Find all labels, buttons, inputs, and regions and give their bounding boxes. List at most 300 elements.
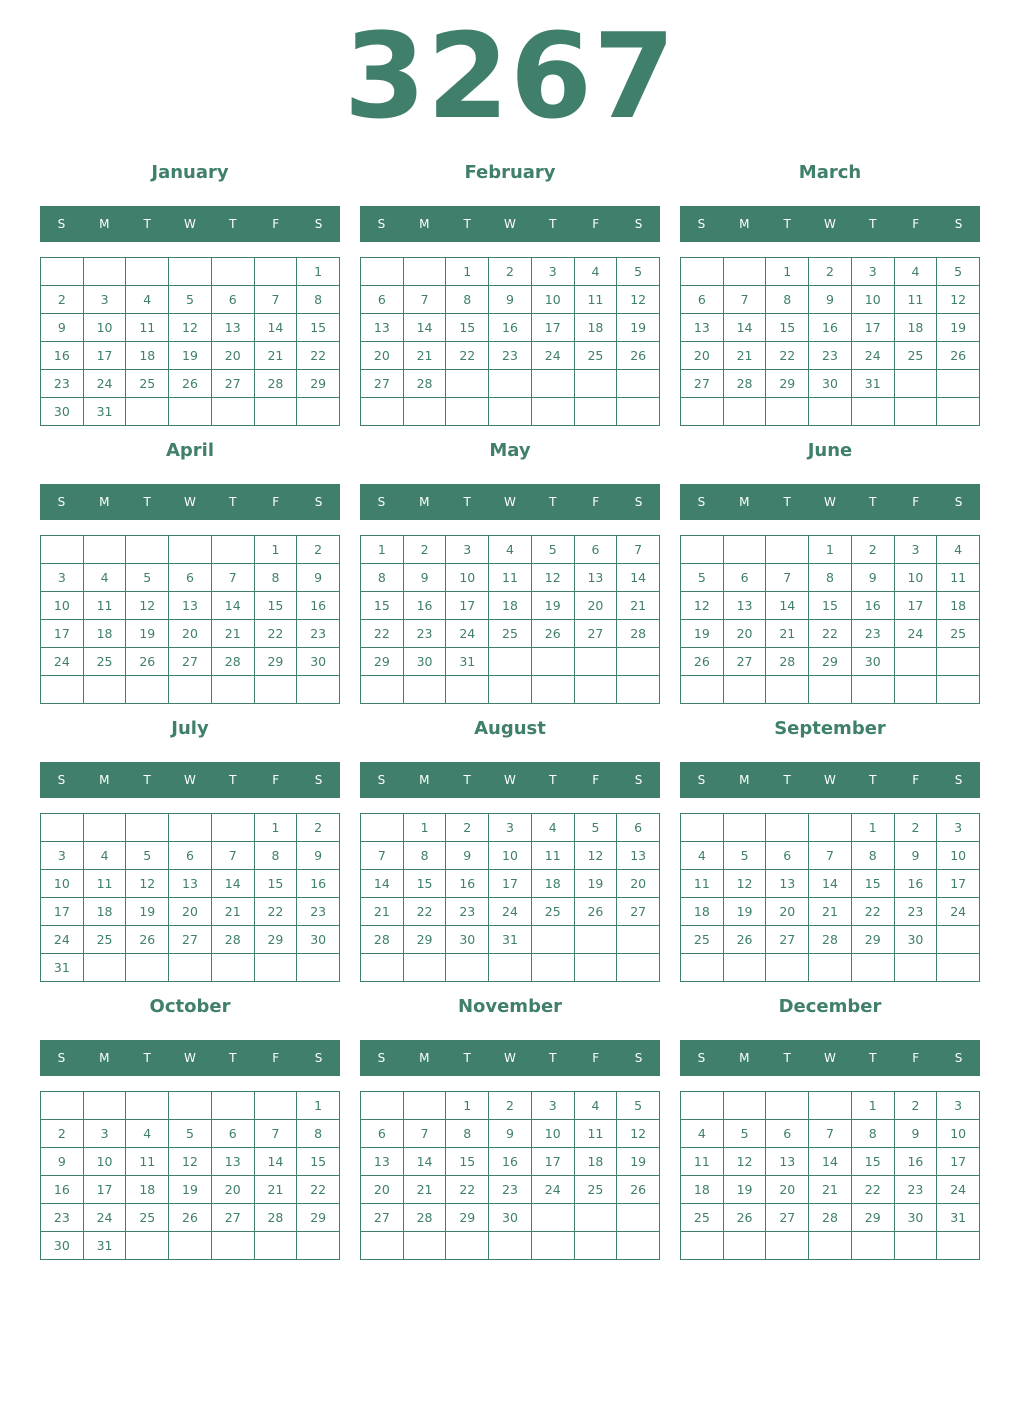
day-cell[interactable]: 4	[681, 1120, 724, 1148]
day-cell[interactable]: 5	[169, 286, 212, 314]
day-cell[interactable]: 4	[937, 536, 980, 564]
day-cell[interactable]: 7	[361, 842, 404, 870]
day-cell[interactable]: 3	[446, 536, 489, 564]
day-cell[interactable]: 10	[532, 1120, 575, 1148]
day-cell[interactable]: 24	[937, 898, 980, 926]
day-cell[interactable]: 24	[41, 648, 84, 676]
day-cell[interactable]: 15	[297, 314, 340, 342]
day-cell[interactable]: 9	[41, 1148, 84, 1176]
day-cell[interactable]: 19	[681, 620, 724, 648]
day-cell[interactable]: 3	[41, 842, 84, 870]
day-cell[interactable]: 9	[489, 1120, 532, 1148]
day-cell[interactable]: 6	[681, 286, 724, 314]
day-cell[interactable]: 10	[937, 842, 980, 870]
day-cell[interactable]: 22	[446, 342, 489, 370]
day-cell[interactable]: 12	[575, 842, 618, 870]
day-cell[interactable]: 6	[766, 842, 809, 870]
day-cell[interactable]: 1	[852, 1092, 895, 1120]
day-cell[interactable]: 22	[297, 342, 340, 370]
day-cell[interactable]: 1	[446, 258, 489, 286]
day-cell[interactable]: 12	[617, 1120, 660, 1148]
day-cell[interactable]: 24	[84, 370, 127, 398]
day-cell[interactable]: 6	[169, 564, 212, 592]
day-cell[interactable]: 30	[297, 926, 340, 954]
day-cell[interactable]: 28	[255, 1204, 298, 1232]
day-cell[interactable]: 8	[361, 564, 404, 592]
day-cell[interactable]: 30	[809, 370, 852, 398]
day-cell[interactable]: 4	[84, 564, 127, 592]
day-cell[interactable]: 9	[489, 286, 532, 314]
day-cell[interactable]: 5	[617, 258, 660, 286]
day-cell[interactable]: 18	[84, 620, 127, 648]
day-cell[interactable]: 9	[297, 842, 340, 870]
day-cell[interactable]: 13	[212, 1148, 255, 1176]
day-cell[interactable]: 9	[895, 842, 938, 870]
day-cell[interactable]: 12	[937, 286, 980, 314]
day-cell[interactable]: 14	[212, 870, 255, 898]
day-cell[interactable]: 11	[489, 564, 532, 592]
day-cell[interactable]: 24	[84, 1204, 127, 1232]
day-cell[interactable]: 10	[84, 314, 127, 342]
day-cell[interactable]: 1	[361, 536, 404, 564]
day-cell[interactable]: 26	[617, 342, 660, 370]
day-cell[interactable]: 17	[532, 314, 575, 342]
day-cell[interactable]: 3	[937, 814, 980, 842]
day-cell[interactable]: 14	[766, 592, 809, 620]
day-cell[interactable]: 12	[681, 592, 724, 620]
day-cell[interactable]: 25	[575, 342, 618, 370]
day-cell[interactable]: 16	[895, 1148, 938, 1176]
day-cell[interactable]: 18	[895, 314, 938, 342]
day-cell[interactable]: 23	[852, 620, 895, 648]
day-cell[interactable]: 19	[724, 1176, 767, 1204]
day-cell[interactable]: 15	[404, 870, 447, 898]
day-cell[interactable]: 23	[895, 898, 938, 926]
day-cell[interactable]: 27	[681, 370, 724, 398]
day-cell[interactable]: 19	[617, 1148, 660, 1176]
day-cell[interactable]: 5	[681, 564, 724, 592]
day-cell[interactable]: 9	[41, 314, 84, 342]
day-cell[interactable]: 4	[681, 842, 724, 870]
day-cell[interactable]: 13	[361, 1148, 404, 1176]
day-cell[interactable]: 20	[361, 1176, 404, 1204]
day-cell[interactable]: 30	[489, 1204, 532, 1232]
day-cell[interactable]: 10	[937, 1120, 980, 1148]
day-cell[interactable]: 8	[255, 842, 298, 870]
day-cell[interactable]: 12	[169, 1148, 212, 1176]
day-cell[interactable]: 20	[169, 898, 212, 926]
day-cell[interactable]: 10	[41, 870, 84, 898]
day-cell[interactable]: 19	[532, 592, 575, 620]
day-cell[interactable]: 21	[255, 342, 298, 370]
day-cell[interactable]: 25	[895, 342, 938, 370]
day-cell[interactable]: 22	[361, 620, 404, 648]
day-cell[interactable]: 18	[681, 898, 724, 926]
day-cell[interactable]: 23	[297, 620, 340, 648]
day-cell[interactable]: 30	[895, 926, 938, 954]
day-cell[interactable]: 4	[489, 536, 532, 564]
day-cell[interactable]: 26	[126, 648, 169, 676]
day-cell[interactable]: 1	[297, 1092, 340, 1120]
day-cell[interactable]: 30	[297, 648, 340, 676]
day-cell[interactable]: 11	[126, 1148, 169, 1176]
day-cell[interactable]: 12	[724, 870, 767, 898]
day-cell[interactable]: 8	[852, 1120, 895, 1148]
day-cell[interactable]: 3	[895, 536, 938, 564]
day-cell[interactable]: 27	[766, 926, 809, 954]
day-cell[interactable]: 7	[255, 286, 298, 314]
day-cell[interactable]: 26	[724, 1204, 767, 1232]
day-cell[interactable]: 1	[297, 258, 340, 286]
day-cell[interactable]: 21	[766, 620, 809, 648]
day-cell[interactable]: 28	[404, 1204, 447, 1232]
day-cell[interactable]: 16	[297, 870, 340, 898]
day-cell[interactable]: 21	[255, 1176, 298, 1204]
day-cell[interactable]: 8	[297, 1120, 340, 1148]
day-cell[interactable]: 15	[446, 314, 489, 342]
day-cell[interactable]: 15	[446, 1148, 489, 1176]
day-cell[interactable]: 11	[126, 314, 169, 342]
day-cell[interactable]: 7	[766, 564, 809, 592]
day-cell[interactable]: 17	[41, 898, 84, 926]
day-cell[interactable]: 27	[617, 898, 660, 926]
day-cell[interactable]: 13	[169, 592, 212, 620]
day-cell[interactable]: 24	[852, 342, 895, 370]
day-cell[interactable]: 4	[126, 1120, 169, 1148]
day-cell[interactable]: 1	[852, 814, 895, 842]
day-cell[interactable]: 22	[446, 1176, 489, 1204]
day-cell[interactable]: 17	[895, 592, 938, 620]
day-cell[interactable]: 29	[766, 370, 809, 398]
day-cell[interactable]: 5	[724, 842, 767, 870]
day-cell[interactable]: 26	[937, 342, 980, 370]
day-cell[interactable]: 27	[169, 648, 212, 676]
day-cell[interactable]: 6	[617, 814, 660, 842]
day-cell[interactable]: 2	[489, 1092, 532, 1120]
day-cell[interactable]: 22	[404, 898, 447, 926]
day-cell[interactable]: 21	[724, 342, 767, 370]
day-cell[interactable]: 14	[809, 870, 852, 898]
day-cell[interactable]: 14	[255, 1148, 298, 1176]
day-cell[interactable]: 10	[532, 286, 575, 314]
day-cell[interactable]: 7	[404, 1120, 447, 1148]
day-cell[interactable]: 14	[255, 314, 298, 342]
day-cell[interactable]: 16	[404, 592, 447, 620]
day-cell[interactable]: 25	[575, 1176, 618, 1204]
day-cell[interactable]: 25	[489, 620, 532, 648]
day-cell[interactable]: 9	[446, 842, 489, 870]
day-cell[interactable]: 30	[895, 1204, 938, 1232]
day-cell[interactable]: 2	[297, 536, 340, 564]
day-cell[interactable]: 9	[809, 286, 852, 314]
day-cell[interactable]: 1	[255, 814, 298, 842]
day-cell[interactable]: 29	[361, 648, 404, 676]
day-cell[interactable]: 11	[532, 842, 575, 870]
day-cell[interactable]: 26	[126, 926, 169, 954]
day-cell[interactable]: 11	[681, 1148, 724, 1176]
day-cell[interactable]: 5	[169, 1120, 212, 1148]
day-cell[interactable]: 19	[126, 620, 169, 648]
day-cell[interactable]: 28	[809, 1204, 852, 1232]
day-cell[interactable]: 2	[809, 258, 852, 286]
day-cell[interactable]: 6	[361, 1120, 404, 1148]
day-cell[interactable]: 22	[255, 898, 298, 926]
day-cell[interactable]: 2	[895, 814, 938, 842]
day-cell[interactable]: 28	[809, 926, 852, 954]
day-cell[interactable]: 8	[255, 564, 298, 592]
day-cell[interactable]: 29	[255, 926, 298, 954]
day-cell[interactable]: 3	[937, 1092, 980, 1120]
day-cell[interactable]: 19	[169, 1176, 212, 1204]
day-cell[interactable]: 30	[852, 648, 895, 676]
day-cell[interactable]: 17	[84, 1176, 127, 1204]
day-cell[interactable]: 10	[41, 592, 84, 620]
day-cell[interactable]: 14	[724, 314, 767, 342]
day-cell[interactable]: 12	[126, 592, 169, 620]
day-cell[interactable]: 23	[446, 898, 489, 926]
day-cell[interactable]: 18	[126, 1176, 169, 1204]
day-cell[interactable]: 24	[489, 898, 532, 926]
day-cell[interactable]: 23	[41, 370, 84, 398]
day-cell[interactable]: 29	[297, 1204, 340, 1232]
day-cell[interactable]: 18	[126, 342, 169, 370]
day-cell[interactable]: 3	[84, 1120, 127, 1148]
day-cell[interactable]: 6	[575, 536, 618, 564]
day-cell[interactable]: 22	[809, 620, 852, 648]
day-cell[interactable]: 7	[212, 564, 255, 592]
day-cell[interactable]: 15	[809, 592, 852, 620]
day-cell[interactable]: 14	[404, 314, 447, 342]
day-cell[interactable]: 19	[617, 314, 660, 342]
day-cell[interactable]: 26	[617, 1176, 660, 1204]
day-cell[interactable]: 9	[852, 564, 895, 592]
day-cell[interactable]: 6	[724, 564, 767, 592]
day-cell[interactable]: 1	[404, 814, 447, 842]
day-cell[interactable]: 19	[126, 898, 169, 926]
day-cell[interactable]: 26	[532, 620, 575, 648]
day-cell[interactable]: 8	[766, 286, 809, 314]
day-cell[interactable]: 17	[489, 870, 532, 898]
day-cell[interactable]: 13	[212, 314, 255, 342]
day-cell[interactable]: 6	[212, 1120, 255, 1148]
day-cell[interactable]: 5	[724, 1120, 767, 1148]
day-cell[interactable]: 29	[852, 1204, 895, 1232]
day-cell[interactable]: 2	[41, 286, 84, 314]
day-cell[interactable]: 16	[489, 314, 532, 342]
day-cell[interactable]: 4	[575, 258, 618, 286]
day-cell[interactable]: 11	[937, 564, 980, 592]
day-cell[interactable]: 14	[404, 1148, 447, 1176]
day-cell[interactable]: 26	[724, 926, 767, 954]
day-cell[interactable]: 7	[809, 1120, 852, 1148]
day-cell[interactable]: 29	[446, 1204, 489, 1232]
day-cell[interactable]: 15	[297, 1148, 340, 1176]
day-cell[interactable]: 13	[575, 564, 618, 592]
day-cell[interactable]: 29	[404, 926, 447, 954]
day-cell[interactable]: 18	[681, 1176, 724, 1204]
day-cell[interactable]: 25	[681, 926, 724, 954]
day-cell[interactable]: 10	[489, 842, 532, 870]
day-cell[interactable]: 11	[895, 286, 938, 314]
day-cell[interactable]: 14	[361, 870, 404, 898]
day-cell[interactable]: 2	[852, 536, 895, 564]
day-cell[interactable]: 28	[617, 620, 660, 648]
day-cell[interactable]: 21	[404, 1176, 447, 1204]
day-cell[interactable]: 27	[724, 648, 767, 676]
day-cell[interactable]: 20	[169, 620, 212, 648]
day-cell[interactable]: 7	[617, 536, 660, 564]
day-cell[interactable]: 17	[446, 592, 489, 620]
day-cell[interactable]: 20	[617, 870, 660, 898]
day-cell[interactable]: 22	[766, 342, 809, 370]
day-cell[interactable]: 8	[446, 286, 489, 314]
day-cell[interactable]: 5	[532, 536, 575, 564]
day-cell[interactable]: 2	[489, 258, 532, 286]
day-cell[interactable]: 6	[361, 286, 404, 314]
day-cell[interactable]: 20	[361, 342, 404, 370]
day-cell[interactable]: 18	[575, 314, 618, 342]
day-cell[interactable]: 26	[681, 648, 724, 676]
day-cell[interactable]: 27	[575, 620, 618, 648]
day-cell[interactable]: 2	[404, 536, 447, 564]
day-cell[interactable]: 31	[852, 370, 895, 398]
day-cell[interactable]: 26	[169, 1204, 212, 1232]
day-cell[interactable]: 13	[361, 314, 404, 342]
day-cell[interactable]: 22	[297, 1176, 340, 1204]
day-cell[interactable]: 11	[681, 870, 724, 898]
day-cell[interactable]: 24	[446, 620, 489, 648]
day-cell[interactable]: 4	[895, 258, 938, 286]
day-cell[interactable]: 30	[41, 398, 84, 426]
day-cell[interactable]: 5	[617, 1092, 660, 1120]
day-cell[interactable]: 28	[404, 370, 447, 398]
day-cell[interactable]: 24	[895, 620, 938, 648]
day-cell[interactable]: 14	[809, 1148, 852, 1176]
day-cell[interactable]: 31	[41, 954, 84, 982]
day-cell[interactable]: 4	[126, 286, 169, 314]
day-cell[interactable]: 31	[937, 1204, 980, 1232]
day-cell[interactable]: 21	[617, 592, 660, 620]
day-cell[interactable]: 14	[617, 564, 660, 592]
day-cell[interactable]: 16	[895, 870, 938, 898]
day-cell[interactable]: 21	[809, 898, 852, 926]
day-cell[interactable]: 18	[84, 898, 127, 926]
day-cell[interactable]: 11	[84, 870, 127, 898]
day-cell[interactable]: 20	[681, 342, 724, 370]
day-cell[interactable]: 31	[84, 1232, 127, 1260]
day-cell[interactable]: 20	[766, 898, 809, 926]
day-cell[interactable]: 13	[766, 1148, 809, 1176]
day-cell[interactable]: 7	[809, 842, 852, 870]
day-cell[interactable]: 20	[575, 592, 618, 620]
day-cell[interactable]: 31	[489, 926, 532, 954]
day-cell[interactable]: 13	[681, 314, 724, 342]
day-cell[interactable]: 28	[361, 926, 404, 954]
day-cell[interactable]: 17	[84, 342, 127, 370]
day-cell[interactable]: 5	[937, 258, 980, 286]
day-cell[interactable]: 27	[212, 1204, 255, 1232]
day-cell[interactable]: 11	[575, 286, 618, 314]
day-cell[interactable]: 14	[212, 592, 255, 620]
day-cell[interactable]: 17	[41, 620, 84, 648]
day-cell[interactable]: 16	[297, 592, 340, 620]
day-cell[interactable]: 4	[532, 814, 575, 842]
day-cell[interactable]: 2	[895, 1092, 938, 1120]
day-cell[interactable]: 3	[532, 1092, 575, 1120]
day-cell[interactable]: 26	[169, 370, 212, 398]
day-cell[interactable]: 23	[809, 342, 852, 370]
day-cell[interactable]: 3	[41, 564, 84, 592]
day-cell[interactable]: 23	[297, 898, 340, 926]
day-cell[interactable]: 5	[126, 842, 169, 870]
day-cell[interactable]: 9	[895, 1120, 938, 1148]
day-cell[interactable]: 13	[766, 870, 809, 898]
day-cell[interactable]: 12	[724, 1148, 767, 1176]
day-cell[interactable]: 5	[126, 564, 169, 592]
day-cell[interactable]: 1	[255, 536, 298, 564]
day-cell[interactable]: 27	[212, 370, 255, 398]
day-cell[interactable]: 2	[41, 1120, 84, 1148]
day-cell[interactable]: 15	[255, 592, 298, 620]
day-cell[interactable]: 19	[169, 342, 212, 370]
day-cell[interactable]: 26	[575, 898, 618, 926]
day-cell[interactable]: 22	[255, 620, 298, 648]
day-cell[interactable]: 25	[937, 620, 980, 648]
day-cell[interactable]: 9	[297, 564, 340, 592]
day-cell[interactable]: 30	[446, 926, 489, 954]
day-cell[interactable]: 7	[724, 286, 767, 314]
day-cell[interactable]: 7	[212, 842, 255, 870]
day-cell[interactable]: 19	[724, 898, 767, 926]
day-cell[interactable]: 24	[937, 1176, 980, 1204]
day-cell[interactable]: 23	[489, 1176, 532, 1204]
day-cell[interactable]: 22	[852, 898, 895, 926]
day-cell[interactable]: 4	[575, 1092, 618, 1120]
day-cell[interactable]: 31	[446, 648, 489, 676]
day-cell[interactable]: 12	[126, 870, 169, 898]
day-cell[interactable]: 1	[766, 258, 809, 286]
day-cell[interactable]: 9	[404, 564, 447, 592]
day-cell[interactable]: 19	[937, 314, 980, 342]
day-cell[interactable]: 20	[212, 1176, 255, 1204]
day-cell[interactable]: 29	[255, 648, 298, 676]
day-cell[interactable]: 29	[809, 648, 852, 676]
day-cell[interactable]: 16	[446, 870, 489, 898]
day-cell[interactable]: 15	[852, 1148, 895, 1176]
day-cell[interactable]: 1	[809, 536, 852, 564]
day-cell[interactable]: 6	[169, 842, 212, 870]
day-cell[interactable]: 29	[852, 926, 895, 954]
day-cell[interactable]: 10	[446, 564, 489, 592]
day-cell[interactable]: 21	[212, 620, 255, 648]
day-cell[interactable]: 15	[766, 314, 809, 342]
day-cell[interactable]: 28	[255, 370, 298, 398]
day-cell[interactable]: 15	[361, 592, 404, 620]
day-cell[interactable]: 10	[895, 564, 938, 592]
day-cell[interactable]: 16	[489, 1148, 532, 1176]
day-cell[interactable]: 8	[297, 286, 340, 314]
day-cell[interactable]: 25	[681, 1204, 724, 1232]
day-cell[interactable]: 3	[84, 286, 127, 314]
day-cell[interactable]: 24	[532, 342, 575, 370]
day-cell[interactable]: 8	[852, 842, 895, 870]
day-cell[interactable]: 25	[532, 898, 575, 926]
day-cell[interactable]: 8	[446, 1120, 489, 1148]
day-cell[interactable]: 2	[297, 814, 340, 842]
day-cell[interactable]: 21	[212, 898, 255, 926]
day-cell[interactable]: 11	[575, 1120, 618, 1148]
day-cell[interactable]: 15	[255, 870, 298, 898]
